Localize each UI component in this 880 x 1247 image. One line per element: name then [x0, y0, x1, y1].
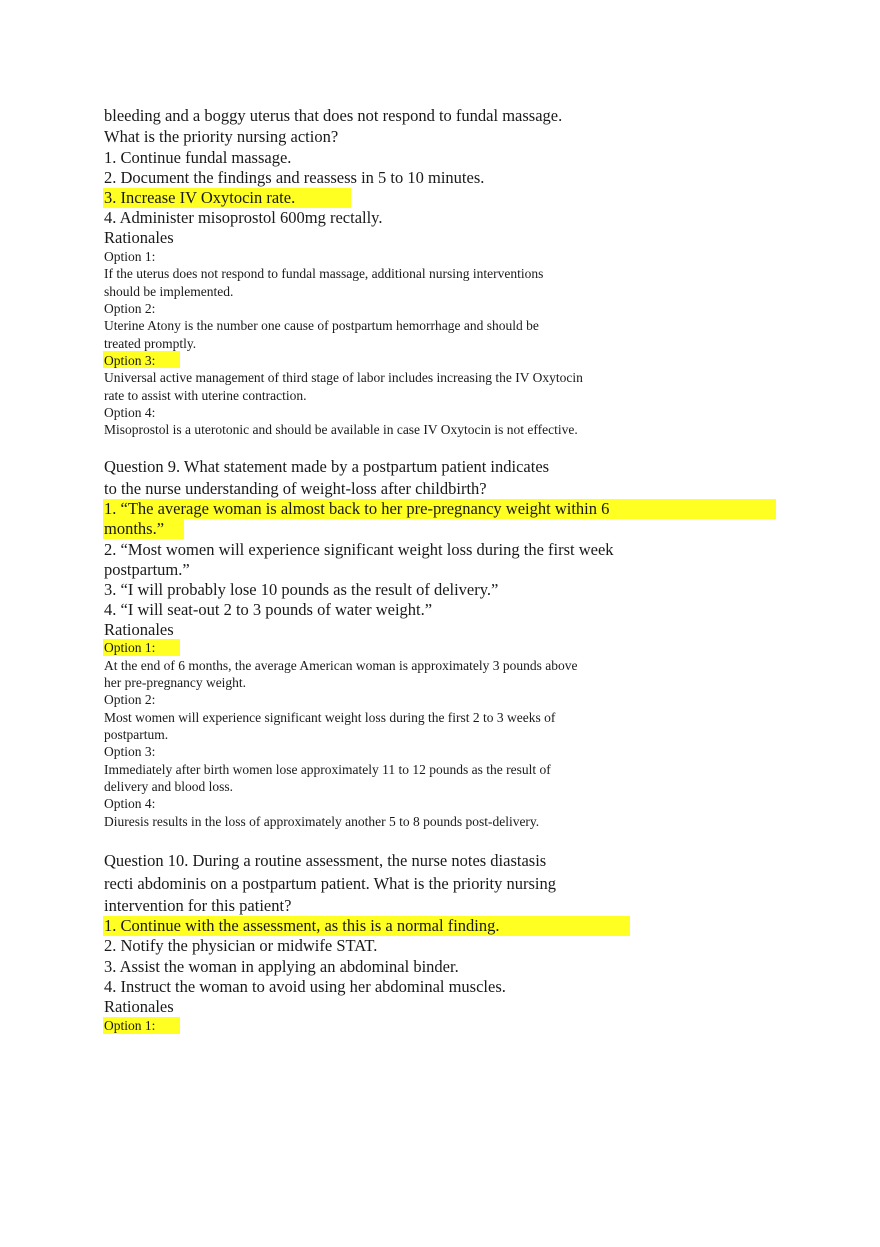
q10-option-4: 4. Instruct the woman to avoid using her abdominal muscles.	[104, 977, 506, 996]
q9-stem-line: to the nurse understanding of weight-loss after childbirth?	[104, 479, 487, 498]
q8-rationale-option-2-text: treated promptly.	[104, 336, 197, 351]
q8-stem-line: bleeding and a boggy uterus that does not respond to fundal massage.	[104, 106, 563, 125]
q9-rationale-option-3-text: Immediately after birth women lose approximately 11 to 12 pounds as the result of	[104, 762, 551, 777]
q8-rationale-option-3-text: Universal active management of third stage of labor includes increasing the IV Oxytocin	[104, 370, 583, 385]
q9-option-3: 3. “I will probably lose 10 pounds as the result of delivery.”	[104, 580, 499, 599]
q9-rationale-option-2-text: postpartum.	[104, 727, 169, 742]
q9-rationale-option-4-label: Option 4:	[104, 796, 156, 811]
q10-rationale-option-1-label: Option 1:	[104, 1018, 156, 1033]
q9-rationale-option-1-text: her pre-pregnancy weight.	[104, 675, 247, 690]
q9-rationale-option-1-text: At the end of 6 months, the average American woman is approximately 3 pounds above	[104, 658, 578, 673]
q10-rationales-heading: Rationales	[104, 997, 174, 1016]
q8-option-3: 3. Increase IV Oxytocin rate.	[104, 188, 296, 207]
q8-rationale-option-1-label: Option 1:	[104, 249, 156, 264]
q9-rationale-option-3-label: Option 3:	[104, 744, 156, 759]
q10-stem-line: recti abdominis on a postpartum patient. What is the priority nursing	[104, 874, 556, 893]
q8-option-1: 1. Continue fundal massage.	[104, 148, 292, 167]
q10-option-2: 2. Notify the physician or midwife STAT.	[104, 936, 378, 955]
q8-option-2: 2. Document the findings and reassess in 5 to 10 minutes.	[104, 168, 485, 187]
q8-rationales-heading: Rationales	[104, 228, 174, 247]
q9-option-4: 4. “I will seat-out 2 to 3 pounds of water weight.”	[104, 600, 433, 619]
q10-stem-line: Question 10. During a routine assessment, the nurse notes diastasis	[104, 851, 547, 870]
q9-rationale-option-2-label: Option 2:	[104, 692, 156, 707]
q9-option-1: months.”	[104, 519, 165, 538]
q9-rationale-option-2-text: Most women will experience significant weight loss during the first 2 to 3 weeks of	[104, 710, 556, 725]
q9-rationale-option-3-text: delivery and blood loss.	[104, 779, 233, 794]
q8-rationale-option-3-label: Option 3:	[104, 353, 156, 368]
q10-stem-line: intervention for this patient?	[104, 896, 292, 915]
q8-rationale-option-4-label: Option 4:	[104, 405, 156, 420]
q8-rationale-option-1-text: should be implemented.	[104, 284, 234, 299]
q8-rationale-option-4-text: Misoprostol is a uterotonic and should be available in case IV Oxytocin is not effective.	[104, 422, 578, 437]
q8-rationale-option-2-text: Uterine Atony is the number one cause of postpartum hemorrhage and should be	[104, 318, 539, 333]
q9-rationales-heading: Rationales	[104, 620, 174, 639]
q8-rationale-option-3-text: rate to assist with uterine contraction.	[104, 388, 307, 403]
q10-option-3: 3. Assist the woman in applying an abdominal binder.	[104, 957, 459, 976]
q8-stem-line: What is the priority nursing action?	[104, 127, 339, 146]
q9-rationale-option-1-label: Option 1:	[104, 640, 156, 655]
q8-rationale-option-1-text: If the uterus does not respond to fundal massage, additional nursing interventions	[104, 266, 544, 281]
q9-option-1: 1. “The average woman is almost back to her pre-pregnancy weight within 6	[104, 499, 610, 518]
q9-rationale-option-4-text: Diuresis results in the loss of approximately another 5 to 8 pounds post-delivery.	[104, 814, 540, 829]
q9-stem-line: Question 9. What statement made by a postpartum patient indicates	[104, 457, 550, 476]
q10-option-1: 1. Continue with the assessment, as this is a normal finding.	[104, 916, 500, 935]
q9-option-2: postpartum.”	[104, 560, 190, 579]
q8-option-4: 4. Administer misoprostol 600mg rectally.	[104, 208, 383, 227]
q9-option-2: 2. “Most women will experience significant weight loss during the first week	[104, 540, 614, 559]
q8-rationale-option-2-label: Option 2:	[104, 301, 156, 316]
